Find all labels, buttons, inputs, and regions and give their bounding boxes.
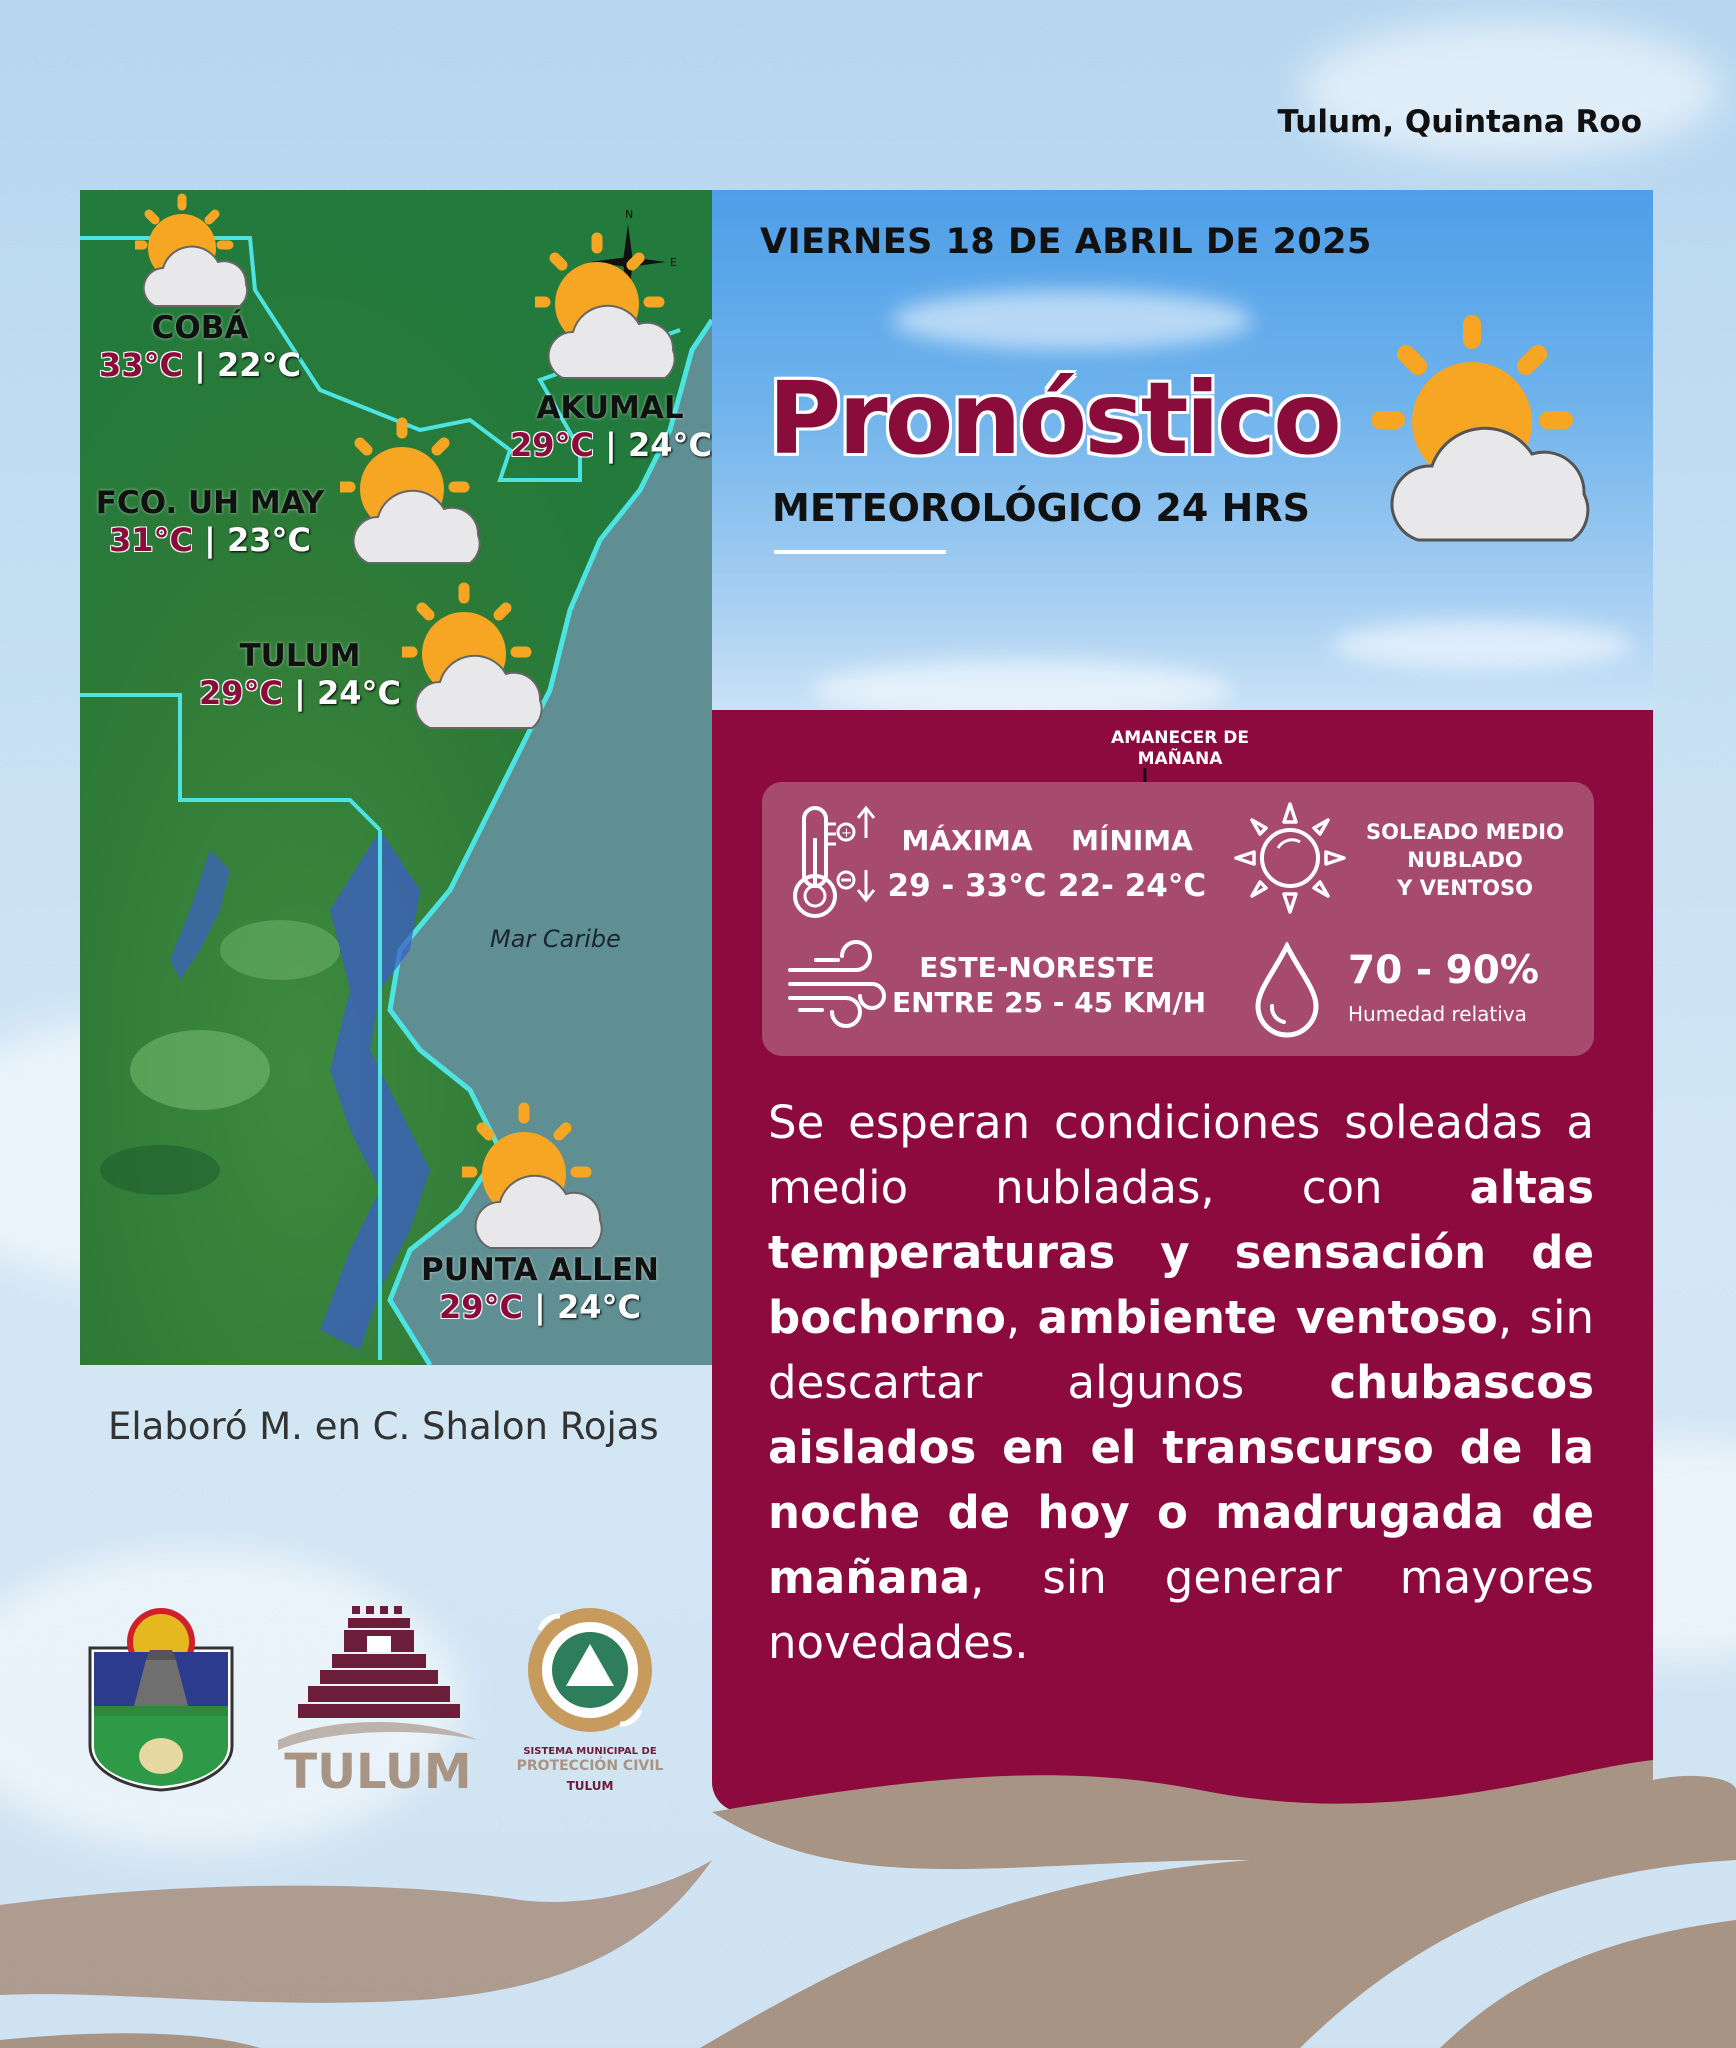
temp-separator: |: [194, 346, 206, 384]
wind-icon: [786, 940, 890, 1030]
partly-cloudy-icon: [1372, 310, 1612, 550]
city-name: PUNTA ALLEN: [421, 1252, 659, 1288]
sun-icon: [1232, 800, 1348, 916]
min-label: MÍNIMA: [1071, 824, 1193, 857]
max-value: 29 - 33°C: [887, 868, 1047, 904]
city-name: COBÁ: [151, 310, 249, 346]
page-title: Pronóstico: [768, 360, 1339, 477]
svg-text:SISTEMA MUNICIPAL DE: SISTEMA MUNICIPAL DE: [523, 1746, 657, 1757]
min-temp: 22°C: [216, 346, 301, 384]
sky-wisp: [1332, 620, 1632, 670]
temp-separator: |: [534, 1288, 546, 1326]
sky-wisp: [812, 660, 1232, 710]
svg-text:N: N: [625, 208, 634, 221]
city-name: AKUMAL: [536, 390, 684, 426]
credit-text: Elaboró M. en C. Shalon Rojas: [108, 1405, 659, 1448]
temp-separator: |: [294, 674, 306, 712]
svg-text:TULUM: TULUM: [284, 1744, 472, 1798]
city-fco-uh-may: [90, 485, 330, 559]
location-label: Tulum, Quintana Roo: [1277, 104, 1642, 140]
city-temps: [510, 426, 710, 464]
description-text: , sin generar mayores novedades.: [768, 1551, 1594, 1669]
city-temps: [410, 1288, 670, 1326]
city-name: FCO. UH MAY: [95, 485, 325, 521]
partly-cloudy-icon: [462, 1100, 622, 1250]
svg-text:+: +: [841, 826, 852, 841]
min-temp: 24°C: [627, 426, 712, 464]
min-temp: 23°C: [226, 521, 311, 559]
city-temps: [180, 674, 420, 712]
sky-condition-line: Y VENTOSO: [1397, 876, 1533, 900]
svg-text:PROTECCIÓN CIVIL: PROTECCIÓN CIVIL: [516, 1758, 664, 1774]
max-temp: 33°C: [99, 346, 184, 384]
city-coba: [80, 310, 320, 384]
partly-cloudy-icon: [340, 415, 500, 565]
dawn-note-line: AMANECER DE: [1111, 728, 1249, 748]
proteccion-civil-logo: [510, 1604, 670, 1800]
description-emphasis: chubascos aislados en el transcurso de la noche de hoy o madrugada de mañana: [768, 1356, 1594, 1604]
wind-info: [892, 950, 1207, 1020]
sky-condition-line: SOLEADO MEDIO: [1366, 820, 1564, 844]
description-emphasis: altas temperaturas y sensación de bochorno: [768, 1161, 1594, 1344]
title-underline: [774, 550, 946, 554]
max-temp: 29°C: [439, 1288, 524, 1326]
sea-label: Mar Caribe: [490, 925, 621, 953]
forecast-description: [768, 1090, 1594, 1675]
max-temp: 29°C: [199, 674, 284, 712]
page-subtitle: METEOROLÓGICO 24 HRS: [772, 486, 1310, 530]
partly-cloudy-icon: [535, 230, 695, 380]
city-temps: [80, 346, 320, 384]
tulum-logo: [272, 1604, 484, 1798]
sky-condition: [1350, 818, 1580, 902]
thermometer-icon: [786, 804, 882, 922]
municipal-shield-logo: [84, 1606, 238, 1792]
sky-wisp: [892, 290, 1252, 350]
date-label: VIERNES 18 DE ABRIL DE 2025: [760, 222, 1372, 262]
forecast-panel: [712, 710, 1653, 1812]
city-tulum: [180, 638, 420, 712]
humidity-label: Humedad relativa: [1348, 1002, 1527, 1026]
wind-direction: ESTE-NORESTE: [919, 951, 1155, 984]
description-emphasis: ambiente ventoso: [1037, 1291, 1498, 1344]
temp-separator: |: [204, 521, 216, 559]
water-drop-icon: [1252, 942, 1322, 1038]
min-temp: 24°C: [556, 1288, 641, 1326]
temp-separator: |: [605, 426, 617, 464]
description-text: Se esperan condiciones soleadas a medio nubladas, con: [768, 1096, 1594, 1214]
partly-cloudy-icon: [135, 190, 265, 310]
max-temp: 31°C: [109, 521, 194, 559]
dawn-note: [1070, 728, 1290, 770]
max-label: MÁXIMA: [901, 824, 1033, 857]
humidity-value: 70 - 90%: [1348, 948, 1539, 993]
city-akumal: [510, 390, 710, 464]
description-text: ,: [1005, 1291, 1038, 1344]
city-punta-allen: [410, 1252, 670, 1326]
header-sky: [712, 190, 1653, 710]
min-value: 22- 24°C: [1057, 868, 1207, 904]
dawn-note-line: MAÑANA: [1137, 749, 1223, 769]
city-temps: [90, 521, 330, 559]
city-name: TULUM: [239, 638, 361, 674]
min-temp: 24°C: [316, 674, 401, 712]
partly-cloudy-icon: [402, 580, 562, 730]
sky-condition-line: NUBLADO: [1407, 848, 1523, 872]
summary-box: [762, 782, 1594, 1056]
svg-text:TULUM: TULUM: [566, 1779, 614, 1793]
svg-text:E: E: [670, 256, 677, 269]
forecast-map: [80, 190, 712, 1365]
wind-speed: ENTRE 25 - 45 KM/H: [892, 986, 1207, 1019]
max-temp: 29°C: [510, 426, 595, 464]
description-text: , sin descartar algunos: [768, 1291, 1594, 1409]
